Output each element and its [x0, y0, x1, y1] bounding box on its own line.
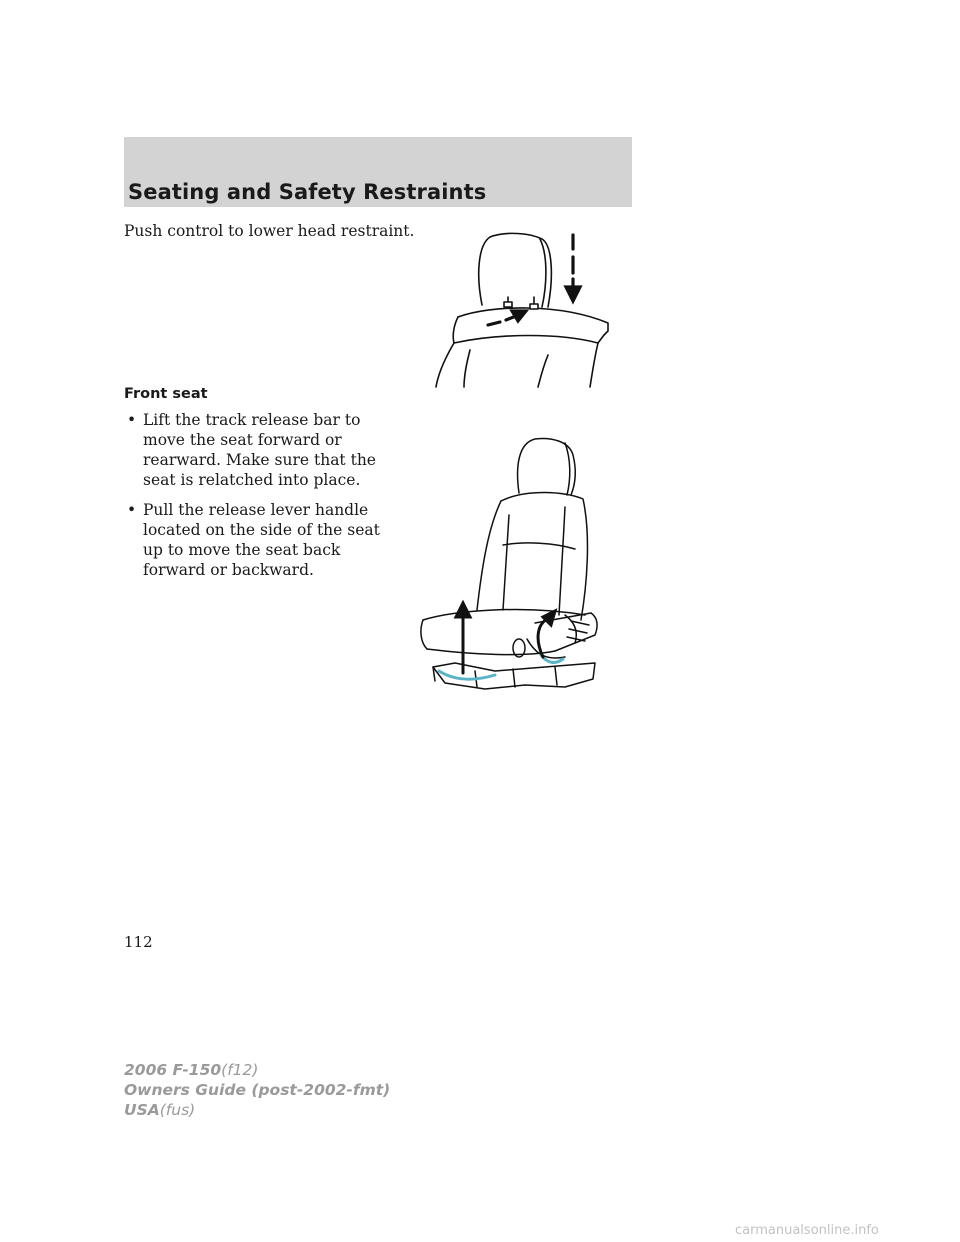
bullet-text: Pull the release lever handle located on the side of the seat up to move the seat back forward or backward. [143, 501, 380, 579]
list-item [124, 500, 394, 580]
footer-guide: Owners Guide (post-2002-fmt) [124, 1081, 391, 1099]
page-number: 112 [124, 933, 153, 951]
head-restraint-illustration [430, 225, 610, 390]
footer [124, 1060, 390, 1120]
footer-model-code: (f12) [221, 1061, 259, 1079]
list-item [124, 410, 394, 490]
intro-text: Push control to lower head restraint. [124, 222, 415, 240]
bullet-list [124, 410, 394, 590]
bullet-icon: • [127, 411, 137, 429]
footer-market: USA [124, 1101, 160, 1119]
footer-model: 2006 F-150 [124, 1061, 222, 1079]
footer-market-code: (fus) [159, 1101, 196, 1119]
section-heading: Front seat [124, 386, 208, 402]
section-title: Seating and Safety Restraints [128, 180, 487, 204]
front-seat-illustration [415, 435, 610, 695]
bullet-text: Lift the track release bar to move the seat forward or rearward. Make sure that the seat is relatched into place. [143, 411, 376, 489]
bullet-icon: • [127, 501, 137, 519]
watermark: carmanualsonline.info [735, 1223, 879, 1238]
